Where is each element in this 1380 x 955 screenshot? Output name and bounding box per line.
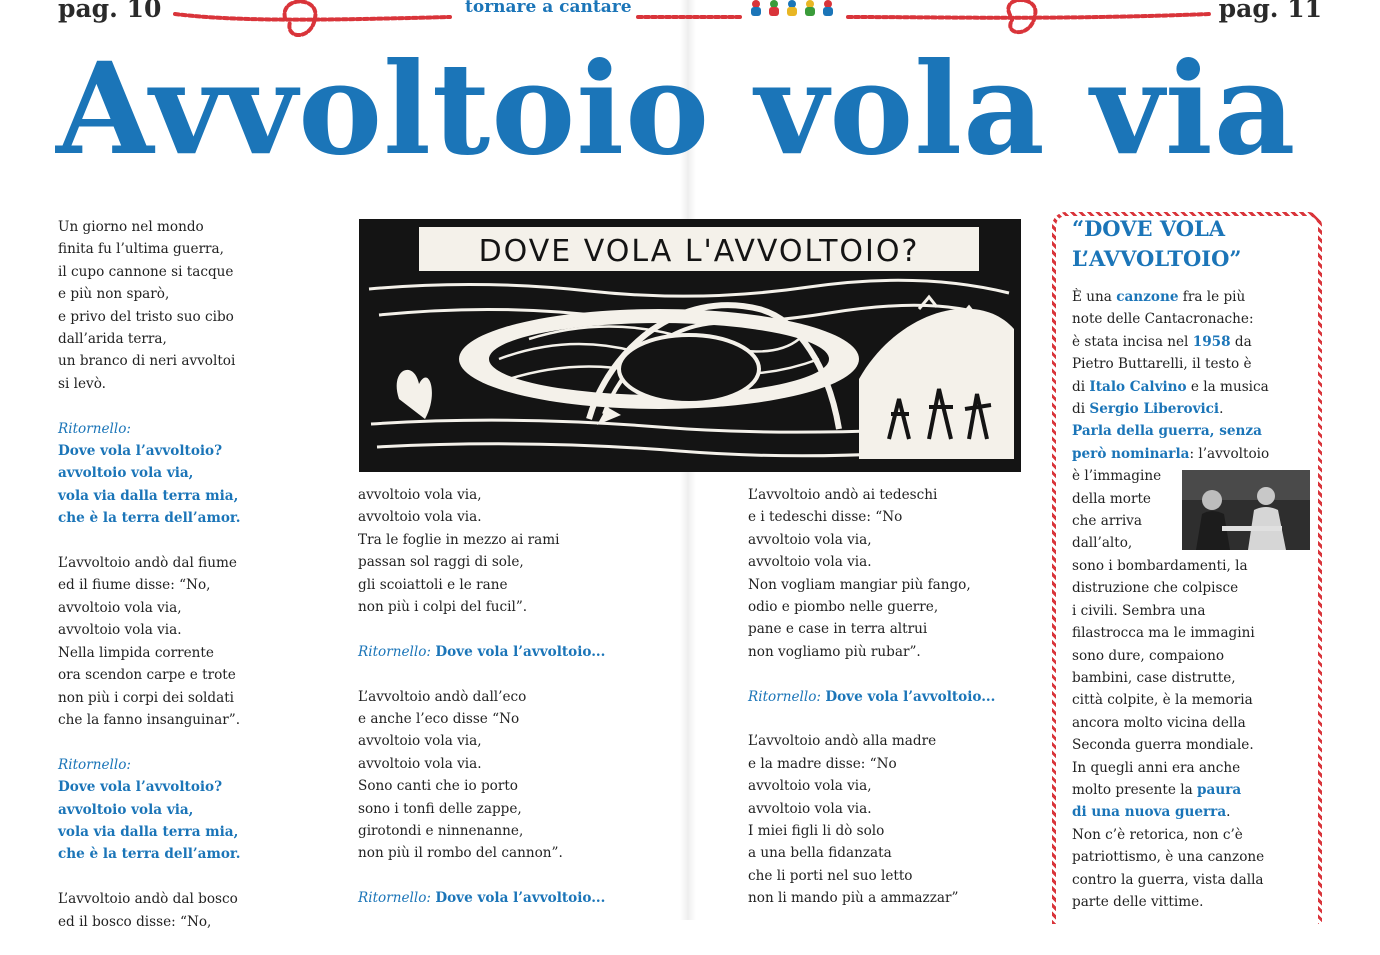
poem-line: non più il rombo del cannon”. — [358, 845, 563, 862]
refrain-label: Ritornello: — [58, 420, 131, 437]
poem-line: L’avvoltoio andò dal bosco — [58, 891, 238, 908]
refrain-text: Dove vola l’avvoltoio... — [825, 688, 996, 705]
sidebar-text: filastrocca ma le immagini — [1072, 625, 1255, 642]
poem-line: e privo del tristo suo cibo — [58, 308, 234, 325]
stanza — [748, 730, 1038, 909]
poem-line: avvoltoio vola via, — [748, 531, 872, 548]
refrain-short — [358, 887, 678, 909]
refrain-2 — [58, 754, 338, 866]
highlight-text: canzone — [1116, 289, 1179, 305]
sidebar-text: Pietro Buttarelli, il testo è — [1072, 356, 1252, 373]
page-number-left: pag. 10 — [58, 0, 162, 23]
sidebar-text: patriottismo, è una canzone — [1072, 849, 1265, 866]
stanza — [358, 484, 678, 618]
sidebar-text: note delle Cantacronache: — [1072, 311, 1254, 328]
poem-line: e più non sparò, — [58, 286, 170, 303]
poem-line: e la madre disse: “No — [748, 755, 897, 772]
poem-line: passan sol raggi di sole, — [358, 554, 524, 571]
poem-line: ed il bosco disse: “No, — [58, 913, 212, 930]
sidebar-heading — [1072, 214, 1308, 274]
poem-line: non più i corpi dei soldati — [58, 689, 235, 706]
poem-line: Non vogliam mangiar più fango, — [748, 576, 971, 593]
sidebar-text: bambini, case distrutte, — [1072, 669, 1236, 686]
poem-line: a una bella fidanzata — [748, 845, 892, 862]
poem-line: un branco di neri avvoltoi — [58, 353, 236, 370]
refrain-line: vola via dalla terra mia, — [58, 487, 239, 504]
poem-line: avvoltoio vola via. — [358, 509, 482, 526]
poem-line: ora scendon carpe e trote — [58, 667, 236, 684]
poem-line: dall’arida terra, — [58, 331, 167, 348]
sidebar-text: e la musica — [1186, 378, 1269, 395]
poem-line: finita fu l’ultima guerra, — [58, 241, 224, 258]
mascots-illustration — [748, 0, 843, 18]
sidebar-text: sono dure, compaiono — [1072, 647, 1225, 664]
poem-line: L’avvoltoio andò dall’eco — [358, 688, 527, 705]
highlight-text: Italo Calvino — [1089, 378, 1187, 395]
poem-line: avvoltoio vola via. — [358, 755, 482, 772]
sidebar-text: della morte — [1072, 490, 1151, 507]
poem-line: che li porti nel suo letto — [748, 867, 913, 884]
sidebar-heading-line: “DOVE VOLA — [1072, 216, 1226, 241]
refrain-1 — [58, 418, 338, 530]
poem-line: Sono canti che io porto — [358, 778, 518, 795]
sidebar-text: è stata incisa nel — [1072, 333, 1193, 350]
refrain-text: Dove vola l’avvoltoio... — [435, 890, 606, 907]
sidebar-heading-line: L’AVVOLTOIO” — [1072, 246, 1242, 271]
page-number-right: pag. 11 — [1218, 0, 1322, 23]
poem-line: che la fanno insanguinar”. — [58, 711, 241, 728]
sidebar-text: È una — [1072, 289, 1117, 305]
info-sidebar — [1052, 212, 1322, 924]
stanza-3 — [58, 888, 338, 933]
poem-line: I miei figli li dò solo — [748, 823, 885, 840]
refrain-short — [748, 686, 1038, 708]
highlight-text: paura — [1197, 781, 1242, 798]
refrain-line: avvoltoio vola via, — [58, 465, 194, 482]
highlight-text: 1958 — [1192, 333, 1231, 350]
woodcut-caption: DOVE VOLA L'AVVOLTOIO? — [478, 234, 920, 269]
refrain-line: vola via dalla terra mia, — [58, 823, 239, 840]
poem-line: non li mando più a ammazzar” — [748, 890, 959, 907]
sidebar-text: è l’immagine — [1072, 468, 1162, 485]
poem-line: Nella limpida corrente — [58, 644, 214, 661]
sidebar-text: da — [1230, 333, 1252, 350]
woodcut-illustration — [359, 219, 1021, 472]
highlight-text: di una nuova guerra — [1072, 804, 1227, 821]
poem-line: sono i tonfi delle zappe, — [358, 800, 522, 817]
poem-line: avvoltoio vola via. — [58, 622, 182, 639]
poem-line: L’avvoltoio andò alla madre — [748, 733, 937, 750]
poem-line: il cupo cannone si tacque — [58, 263, 234, 280]
poem-line: avvoltoio vola via, — [748, 778, 872, 795]
running-title: tornare a cantare — [465, 0, 632, 17]
poem-line: pane e case in terra altrui — [748, 621, 928, 638]
refrain-text: Dove vola l’avvoltoio... — [435, 643, 606, 660]
poem-line: ed il fiume disse: “No, — [58, 577, 211, 594]
poem-line: gli scoiattoli e le rane — [358, 576, 508, 593]
sidebar-text: parte delle vittime. — [1072, 893, 1204, 910]
poem-line: avvoltoio vola via. — [748, 554, 872, 571]
poem-line: non più i colpi del fucil”. — [358, 599, 528, 616]
poem-column-3 — [748, 484, 1038, 932]
highlight-text: Sergio Liberovici — [1089, 401, 1220, 418]
refrain-line: Dove vola l’avvoltoio? — [58, 443, 223, 460]
stanza — [748, 484, 1038, 663]
poem-line: non vogliamo più rubar”. — [748, 643, 921, 660]
highlight-text: Parla della guerra, senza — [1072, 423, 1262, 440]
poem-line: avvoltoio vola via, — [58, 599, 182, 616]
sidebar-text: molto presente la — [1072, 781, 1198, 798]
sidebar-text: che arriva — [1072, 513, 1142, 530]
poem-line: Un giorno nel mondo — [58, 219, 204, 235]
refrain-label: Ritornello: — [748, 688, 821, 705]
poem-column-1 — [58, 216, 338, 955]
sidebar-text: di — [1072, 401, 1090, 418]
stanza-2 — [58, 552, 338, 731]
stanza — [358, 686, 678, 865]
poem-line: e anche l’eco disse “No — [358, 711, 520, 728]
sidebar-text: Seconda guerra mondiale. — [1072, 737, 1254, 754]
sidebar-text: di — [1072, 378, 1090, 395]
sidebar-text: ancora molto vicina della — [1072, 714, 1246, 731]
sidebar-text: . — [1226, 804, 1231, 821]
highlight-text: però nominarla — [1072, 445, 1190, 462]
sidebar-text: . — [1219, 401, 1224, 418]
sidebar-text: In quegli anni era anche — [1072, 759, 1241, 776]
sidebar-text: sono i bombardamenti, la — [1072, 557, 1248, 574]
poem-line: girotondi e ninnenanne, — [358, 823, 524, 840]
poem-line: odio e piombo nelle guerre, — [748, 599, 939, 616]
poem-line: si levò. — [58, 375, 106, 392]
poem-line: avvoltoio vola via, — [358, 733, 482, 750]
refrain-line: Dove vola l’avvoltoio? — [58, 779, 223, 796]
poem-line: L’avvoltoio andò dal fiume — [58, 555, 237, 572]
sidebar-body — [1072, 286, 1312, 913]
refrain-label: Ritornello: — [358, 643, 431, 660]
refrain-line: che è la terra dell’amor. — [58, 846, 241, 863]
poem-line: L’avvoltoio andò ai tedeschi — [748, 487, 938, 503]
poem-line: avvoltoio vola via. — [748, 800, 872, 817]
poem-line: Tra le foglie in mezzo ai rami — [358, 531, 560, 548]
article-title: Avvoltoio vola via — [56, 35, 1297, 183]
refrain-label: Ritornello: — [58, 756, 131, 773]
sidebar-text: città colpite, è la memoria — [1072, 692, 1253, 709]
sidebar-text: distruzione che colpisce — [1072, 580, 1239, 597]
refrain-label: Ritornello: — [358, 890, 431, 907]
refrain-line: avvoltoio vola via, — [58, 801, 194, 818]
sidebar-text: Non c’è retorica, non c’è — [1072, 826, 1243, 843]
sidebar-text: fra le più — [1178, 289, 1246, 305]
sidebar-text: : l’avvoltoio — [1189, 445, 1270, 462]
refrain-short — [358, 641, 678, 663]
poem-line: avvoltoio vola via, — [358, 487, 482, 503]
refrain-line: che è la terra dell’amor. — [58, 510, 241, 527]
stanza-1 — [58, 216, 338, 395]
sidebar-text: i civili. Sembra una — [1072, 602, 1206, 619]
sidebar-text: contro la guerra, vista dalla — [1072, 871, 1264, 888]
poem-line: e i tedeschi disse: “No — [748, 509, 903, 526]
poem-column-2 — [358, 484, 678, 932]
sidebar-text: dall’alto, — [1072, 535, 1133, 552]
